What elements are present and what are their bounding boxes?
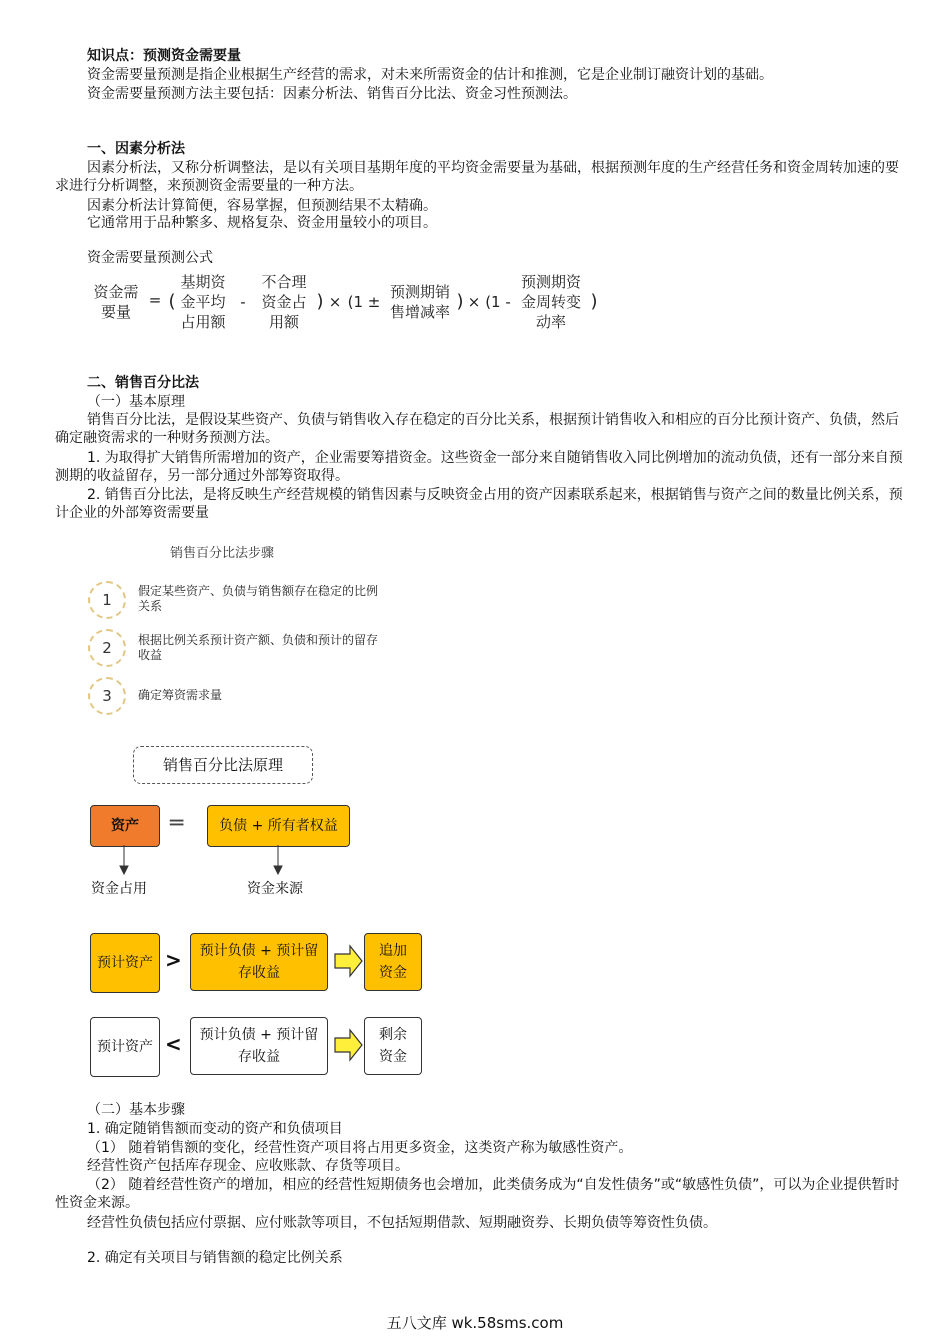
formula-lhs-line1: 资金需 <box>93 283 139 301</box>
asset-box: 资产 <box>90 805 160 847</box>
section1-paragraph-3: 它通常用于品种繁多、规格复杂、资金用量较小的项目。 <box>87 215 437 231</box>
formula-open-paren-2: (1 ± <box>347 293 381 311</box>
step-detail-2: （1） 随着销售额的变化，经营性资产项目将占用更多资金，这类资产称为敏感性资产。 <box>87 1140 633 1156</box>
intro-paragraph-2: 资金需要量预测方法主要包括：因素分析法、销售百分比法、资金习性预测法。 <box>87 86 577 102</box>
formula-open-paren-1: ( <box>168 291 176 312</box>
formula-equals: = <box>148 291 162 309</box>
step-3-badge: 3 <box>88 677 126 715</box>
formula-lhs-line2: 要量 <box>100 303 131 321</box>
step-detail-6: 2. 确定有关项目与销售额的稳定比例关系 <box>87 1250 343 1266</box>
steps-title: 销售百分比法步骤 <box>170 546 275 561</box>
formula-term4-line3: 动率 <box>535 313 566 331</box>
intro-paragraph-1: 资金需要量预测是指企业根据生产经营的需求，对未来所需资金的估计和推测，它是企业制订融资计划的基础。 <box>87 67 773 83</box>
formula-caption: 资金需要量预测公式 <box>87 250 213 266</box>
fund-source-label: 资金来源 <box>247 881 303 897</box>
formula-term4-line1: 预测期资 <box>520 273 581 291</box>
row2-surplus-funds: 剩余资金 <box>364 1017 422 1075</box>
liability-equity-box: 负债 + 所有者权益 <box>207 805 350 847</box>
step-detail-1: 1. 确定随销售额而变动的资产和负债项目 <box>87 1121 343 1137</box>
row1-additional-funds: 追加资金 <box>364 933 422 991</box>
formula-close-paren-1: ) <box>316 291 324 312</box>
row2-forecast-asset: 预计资产 <box>90 1017 160 1077</box>
step-2-badge: 2 <box>88 629 126 667</box>
asset-use-label: 资金占用 <box>91 881 147 897</box>
footer-watermark: 五八文库 wk.58sms.com <box>386 1314 564 1332</box>
formula-close-paren-3: ) <box>590 291 598 312</box>
step-2-text: 根据比例关系预计资产额、负债和预计的留存收益 <box>138 633 379 662</box>
formula-minus: - <box>240 293 246 311</box>
formula-times-2: × <box>467 293 481 311</box>
step-detail-5: 经营性负债包括应付票据、应付账款等项目，不包括短期借款、短期融资券、长期负债等筹资性负债。 <box>87 1215 717 1231</box>
row2-forecast-liab-retained: 预计负债 + 预计留存收益 <box>190 1017 328 1075</box>
row1-greater-sign: > <box>165 948 182 972</box>
formula-term3-line1: 预测期销 <box>389 283 450 301</box>
formula-term3-line2: 售增减率 <box>389 303 450 321</box>
principle-title: 销售百分比法原理 <box>133 746 313 784</box>
step-detail-3: 经营性资产包括库存现金、应收账款、存货等项目。 <box>87 1158 409 1174</box>
row2-less-sign: < <box>165 1032 182 1056</box>
formula-close-paren-2: ) <box>456 291 464 312</box>
formula-times-1: × <box>328 293 342 311</box>
section2-sub1: （一）基本原理 <box>87 394 185 410</box>
formula-open-paren-3: (1 - <box>485 293 511 311</box>
section2-paragraph-2: 1. 为取得扩大销售所需增加的资产，企业需要筹措资金。这些资金一部分来自随销售收入同比例增加的流动负债，还有一部分来自预测期的收益留存，另一部分通过外部筹资取得。 <box>55 450 903 484</box>
knowledge-title: 知识点：预测资金需要量 <box>87 48 241 64</box>
formula-term2-line1: 不合理 <box>261 273 307 291</box>
step-detail-4: （2） 随着经营性资产的增加，相应的经营性短期债务也会增加，此类债务成为“自发性债务”或“敏感性负债”，可以为企业提供暂时性资金来源。 <box>55 1177 900 1211</box>
formula-term4-line2: 金周转变 <box>520 293 581 311</box>
section1-paragraph-2: 因素分析法计算简便，容易掌握，但预测结果不太精确。 <box>87 198 437 214</box>
section2-paragraph-1: 销售百分比法，是假设某些资产、负债与销售收入存在稳定的百分比关系，根据预计销售收入和相应的百分比预计资产、负债，然后确定融资需求的一种财务预测方法。 <box>55 412 899 446</box>
section2-title: 二、销售百分比法 <box>87 375 199 391</box>
section2-sub2: （二）基本步骤 <box>87 1102 185 1118</box>
section2-paragraph-3: 2. 销售百分比法，是将反映生产经营规模的销售因素与反映资金占用的资产因素联系起来，根据销售与资产之间的数量比例关系，预计企业的外部筹资需要量 <box>55 487 903 521</box>
formula-term1-line3: 占用额 <box>180 313 226 331</box>
formula-term2-line3: 用额 <box>268 313 299 331</box>
formula-term1-line2: 金平均 <box>180 293 226 311</box>
equals-sign: ═ <box>170 811 184 836</box>
formula-term2-line2: 资金占 <box>261 293 307 311</box>
step-3-text: 确定筹资需求量 <box>138 688 223 702</box>
row1-forecast-liab-retained: 预计负债 + 预计留存收益 <box>190 933 328 991</box>
formula-term1-line1: 基期资 <box>180 273 226 291</box>
section1-title: 一、因素分析法 <box>87 141 185 157</box>
step-1-text: 假定某些资产、负债与销售额存在稳定的比例关系 <box>138 584 379 613</box>
step-1-badge: 1 <box>88 581 126 619</box>
row1-forecast-asset: 预计资产 <box>90 933 160 993</box>
section1-paragraph-1: 因素分析法，又称分析调整法，是以有关项目基期年度的平均资金需要量为基础，根据预测年度的生产经营任务和资金周转加速的要求进行分析调整，来预测资金需要量的一种方法。 <box>55 160 899 194</box>
